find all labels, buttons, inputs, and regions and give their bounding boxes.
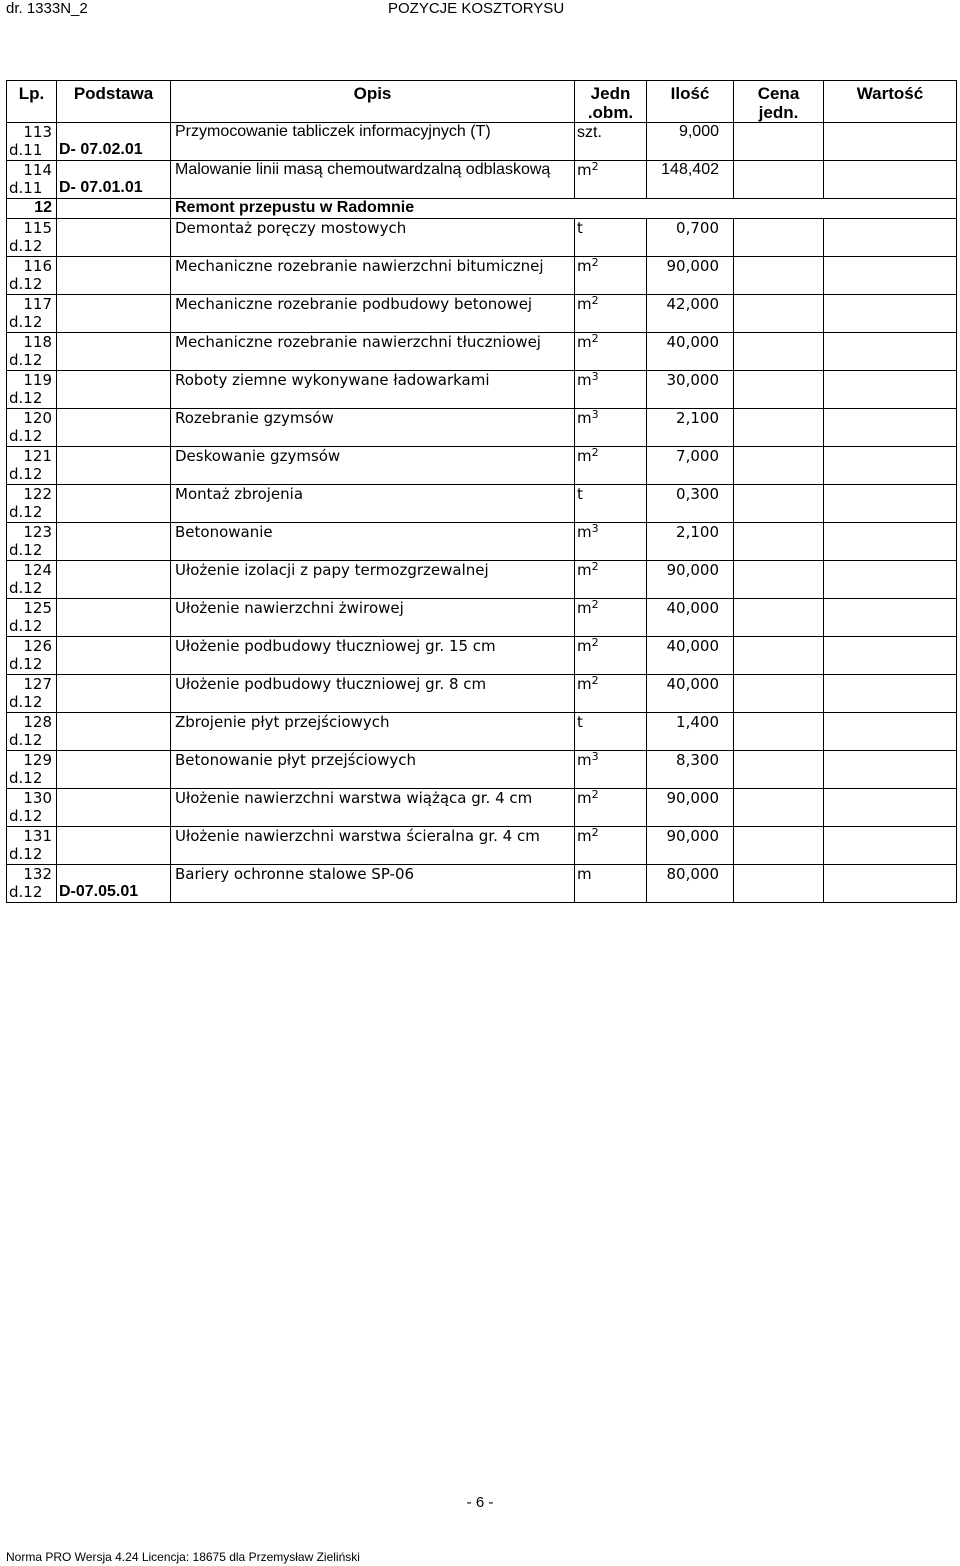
item-chapter: d.12 [9, 807, 43, 825]
item-basis: D- 07.01.01 [57, 161, 171, 199]
item-unit-price [734, 371, 824, 409]
item-chapter: d.12 [9, 541, 43, 559]
item-number-cell [7, 257, 57, 295]
column-header-basis: Podstawa [57, 81, 171, 123]
item-unit-price [734, 219, 824, 257]
item-unit-price [734, 599, 824, 637]
item-chapter: d.12 [9, 579, 43, 597]
unit-symbol: m [577, 751, 592, 769]
unit-symbol: m [577, 333, 592, 351]
unit-symbol: m [577, 523, 592, 541]
item-description: Ułożenie podbudowy tłuczniowej gr. 15 cm [171, 637, 575, 675]
item-unit [575, 637, 647, 675]
cost-estimate-table [6, 80, 957, 903]
item-description: Rozebranie gzymsów [171, 409, 575, 447]
item-chapter: d.12 [9, 883, 43, 901]
table-row [7, 523, 957, 561]
item-unit-price [734, 713, 824, 751]
item-description: Malowanie linii masą chemoutwardzalną odblaskową [171, 161, 575, 199]
item-number: 129 [23, 751, 52, 769]
table-row [7, 865, 957, 903]
item-description: Betonowanie [171, 523, 575, 561]
item-number-cell [7, 447, 57, 485]
price-header-line1: Cena [757, 84, 800, 103]
item-chapter: d.12 [9, 655, 43, 673]
table-row [7, 561, 957, 599]
item-description: Bariery ochronne stalowe SP-06 [171, 865, 575, 903]
item-chapter: d.12 [9, 389, 43, 407]
item-number-cell [7, 637, 57, 675]
item-quantity: 90,000 [647, 561, 734, 599]
item-value [824, 161, 957, 199]
unit-exponent: 2 [591, 598, 599, 611]
section-title: POZYCJE KOSZTORYSU [388, 0, 565, 17]
unit-exponent: 2 [591, 788, 599, 801]
item-chapter: d.12 [9, 351, 43, 369]
item-unit [575, 409, 647, 447]
item-unit-price [734, 789, 824, 827]
item-quantity: 40,000 [647, 599, 734, 637]
page-footer: Norma PRO Wersja 4.24 Licencja: 18675 dla Przemysław Zieliński [6, 1550, 360, 1564]
item-chapter: d.12 [9, 845, 43, 863]
item-number-cell [7, 827, 57, 865]
table-row [7, 371, 957, 409]
unit-symbol: m [577, 637, 592, 655]
column-header-value: Wartość [824, 81, 957, 123]
item-unit [575, 751, 647, 789]
item-unit-price [734, 637, 824, 675]
item-quantity: 40,000 [647, 333, 734, 371]
item-number: 124 [23, 561, 52, 579]
item-quantity: 2,100 [647, 409, 734, 447]
item-basis [57, 637, 171, 675]
item-quantity: 90,000 [647, 827, 734, 865]
column-header-price [734, 81, 824, 123]
item-basis: D- 07.02.01 [57, 123, 171, 161]
item-description: Ułożenie nawierzchni warstwa ścieralna gr. 4 cm [171, 827, 575, 865]
item-unit-price [734, 751, 824, 789]
item-chapter: d.12 [9, 465, 43, 483]
table-header-row [7, 81, 957, 123]
item-description: Mechaniczne rozebranie nawierzchni tłuczniowej [171, 333, 575, 371]
item-number-cell [7, 561, 57, 599]
item-quantity: 8,300 [647, 751, 734, 789]
page-number: - 6 - [466, 1494, 494, 1511]
item-number: 121 [23, 447, 52, 465]
item-basis [57, 257, 171, 295]
unit-symbol: m [577, 295, 592, 313]
table-row [7, 295, 957, 333]
item-unit-price [734, 333, 824, 371]
item-unit-price [734, 295, 824, 333]
item-unit [575, 447, 647, 485]
item-unit [575, 827, 647, 865]
item-number-cell [7, 751, 57, 789]
item-description: Ułożenie izolacji z papy termozgrzewalnej [171, 561, 575, 599]
unit-exponent: 3 [591, 750, 599, 763]
unit-exponent: 2 [591, 294, 599, 307]
item-value [824, 333, 957, 371]
item-number-cell [7, 523, 57, 561]
item-unit [575, 675, 647, 713]
item-number: 123 [23, 523, 52, 541]
item-number: 113 [23, 123, 52, 141]
item-number-cell [7, 371, 57, 409]
item-quantity: 40,000 [647, 675, 734, 713]
item-description: Mechaniczne rozebranie nawierzchni bitumicznej [171, 257, 575, 295]
table-row [7, 485, 957, 523]
item-basis [57, 219, 171, 257]
item-value [824, 827, 957, 865]
item-number-cell [7, 333, 57, 371]
item-value [824, 675, 957, 713]
unit-symbol: t [577, 485, 583, 503]
item-number: 119 [23, 371, 52, 389]
unit-symbol: m [577, 789, 592, 807]
item-unit [575, 485, 647, 523]
item-quantity: 40,000 [647, 637, 734, 675]
item-unit [575, 257, 647, 295]
unit-header-line2: .obm. [587, 103, 634, 122]
unit-exponent: 3 [591, 522, 599, 535]
table-body [7, 123, 957, 903]
item-description: Ułożenie nawierzchni warstwa wiążąca gr. 4 cm [171, 789, 575, 827]
column-header-quantity: Ilość [647, 81, 734, 123]
item-quantity: 148,402 [647, 161, 734, 199]
unit-exponent: 3 [591, 408, 599, 421]
item-number-cell [7, 295, 57, 333]
page-header [0, 0, 960, 20]
item-description: Mechaniczne rozebranie podbudowy betonowej [171, 295, 575, 333]
item-unit-price [734, 257, 824, 295]
section-title-cell: Remont przepustu w Radomnie [171, 199, 957, 219]
item-basis [57, 561, 171, 599]
item-chapter: d.12 [9, 275, 43, 293]
unit-exponent: 2 [591, 826, 599, 839]
item-unit-price [734, 865, 824, 903]
item-unit [575, 123, 647, 161]
item-quantity: 90,000 [647, 257, 734, 295]
item-unit [575, 295, 647, 333]
section-number: 12 [7, 199, 57, 219]
item-basis [57, 371, 171, 409]
item-quantity: 30,000 [647, 371, 734, 409]
unit-symbol: m [577, 561, 592, 579]
unit-symbol: m [577, 409, 592, 427]
item-basis [57, 333, 171, 371]
item-unit [575, 523, 647, 561]
item-chapter: d.12 [9, 503, 43, 521]
item-description: Roboty ziemne wykonywane ładowarkami [171, 371, 575, 409]
item-basis [57, 295, 171, 333]
table-row [7, 257, 957, 295]
item-value [824, 789, 957, 827]
item-basis [57, 789, 171, 827]
document-reference: dr. 1333N_2 [6, 0, 88, 17]
item-value [824, 751, 957, 789]
item-number: 117 [23, 295, 52, 313]
unit-exponent: 2 [591, 674, 599, 687]
item-unit [575, 561, 647, 599]
unit-exponent: 2 [591, 160, 599, 173]
item-basis [57, 523, 171, 561]
table-row [7, 219, 957, 257]
item-quantity: 7,000 [647, 447, 734, 485]
item-unit-price [734, 161, 824, 199]
item-description: Ułożenie nawierzchni żwirowej [171, 599, 575, 637]
item-value [824, 561, 957, 599]
column-header-unit [575, 81, 647, 123]
unit-symbol: t [577, 713, 583, 731]
item-description: Przymocowanie tabliczek informacyjnych (T) [171, 123, 575, 161]
item-number: 120 [23, 409, 52, 427]
item-quantity: 80,000 [647, 865, 734, 903]
column-header-description: Opis [171, 81, 575, 123]
item-description: Demontaż poręczy mostowych [171, 219, 575, 257]
item-number: 122 [23, 485, 52, 503]
item-quantity: 42,000 [647, 295, 734, 333]
table-row [7, 599, 957, 637]
unit-symbol: m [577, 599, 592, 617]
item-number: 115 [23, 219, 52, 237]
unit-header-line1: Jedn [590, 84, 631, 103]
table-row [7, 637, 957, 675]
table-row [7, 123, 957, 161]
item-unit [575, 161, 647, 199]
item-value [824, 599, 957, 637]
item-basis [57, 485, 171, 523]
item-description: Ułożenie podbudowy tłuczniowej gr. 8 cm [171, 675, 575, 713]
item-number-cell [7, 485, 57, 523]
unit-symbol: m [577, 865, 592, 883]
item-value [824, 485, 957, 523]
item-unit-price [734, 409, 824, 447]
item-value [824, 409, 957, 447]
table-row [7, 675, 957, 713]
item-value [824, 257, 957, 295]
item-unit-price [734, 675, 824, 713]
item-number-cell [7, 599, 57, 637]
item-description: Montaż zbrojenia [171, 485, 575, 523]
item-description: Deskowanie gzymsów [171, 447, 575, 485]
item-chapter: d.11 [9, 179, 43, 197]
item-value [824, 371, 957, 409]
price-header-line2: jedn. [758, 103, 799, 122]
unit-symbol: m [577, 257, 592, 275]
item-value [824, 713, 957, 751]
table-row [7, 447, 957, 485]
item-basis [57, 713, 171, 751]
item-unit [575, 713, 647, 751]
item-number: 130 [23, 789, 52, 807]
item-value [824, 219, 957, 257]
unit-symbol: m [577, 827, 592, 845]
item-quantity: 0,300 [647, 485, 734, 523]
item-basis [57, 409, 171, 447]
unit-exponent: 2 [591, 332, 599, 345]
item-number-cell [7, 123, 57, 161]
unit-symbol: m [577, 447, 592, 465]
item-number-cell [7, 789, 57, 827]
column-header-lp: Lp. [7, 81, 57, 123]
item-number-cell [7, 219, 57, 257]
item-number: 118 [23, 333, 52, 351]
item-value [824, 295, 957, 333]
item-number: 128 [23, 713, 52, 731]
item-chapter: d.12 [9, 769, 43, 787]
item-unit [575, 865, 647, 903]
item-chapter: d.12 [9, 237, 43, 255]
item-basis [57, 447, 171, 485]
item-unit [575, 371, 647, 409]
item-description: Betonowanie płyt przejściowych [171, 751, 575, 789]
item-quantity: 0,700 [647, 219, 734, 257]
table-row [7, 333, 957, 371]
item-unit-price [734, 123, 824, 161]
item-unit-price [734, 561, 824, 599]
item-unit [575, 333, 647, 371]
section-basis [57, 199, 171, 219]
table-row [7, 827, 957, 865]
item-unit-price [734, 485, 824, 523]
item-chapter: d.12 [9, 427, 43, 445]
item-quantity: 2,100 [647, 523, 734, 561]
table-row [7, 409, 957, 447]
table-row [7, 751, 957, 789]
item-basis [57, 827, 171, 865]
item-number: 127 [23, 675, 52, 693]
unit-exponent: 3 [591, 370, 599, 383]
item-number: 126 [23, 637, 52, 655]
item-unit [575, 599, 647, 637]
item-number-cell [7, 409, 57, 447]
item-value [824, 637, 957, 675]
item-value [824, 523, 957, 561]
item-number: 125 [23, 599, 52, 617]
item-description: Zbrojenie płyt przejściowych [171, 713, 575, 751]
item-number-cell [7, 161, 57, 199]
unit-exponent: 2 [591, 636, 599, 649]
item-value [824, 447, 957, 485]
item-quantity: 9,000 [647, 123, 734, 161]
item-quantity: 1,400 [647, 713, 734, 751]
unit-symbol: m [577, 675, 592, 693]
unit-symbol: szt. [577, 124, 602, 141]
item-unit-price [734, 827, 824, 865]
item-basis [57, 751, 171, 789]
item-chapter: d.12 [9, 313, 43, 331]
item-chapter: d.11 [9, 141, 43, 159]
table-row [7, 789, 957, 827]
item-number: 132 [23, 865, 52, 883]
unit-exponent: 2 [591, 256, 599, 269]
item-number: 114 [23, 161, 52, 179]
item-quantity: 90,000 [647, 789, 734, 827]
item-unit-price [734, 447, 824, 485]
item-number: 116 [23, 257, 52, 275]
item-value [824, 865, 957, 903]
item-number: 131 [23, 827, 52, 845]
item-chapter: d.12 [9, 731, 43, 749]
item-unit [575, 219, 647, 257]
item-basis: D-07.05.01 [57, 865, 171, 903]
unit-exponent: 2 [591, 446, 599, 459]
table-row [7, 161, 957, 199]
item-chapter: d.12 [9, 617, 43, 635]
item-number-cell [7, 865, 57, 903]
table-row [7, 713, 957, 751]
item-unit [575, 789, 647, 827]
item-number-cell [7, 713, 57, 751]
unit-symbol: m [577, 371, 592, 389]
item-value [824, 123, 957, 161]
item-number-cell [7, 675, 57, 713]
unit-symbol: t [577, 219, 583, 237]
item-chapter: d.12 [9, 693, 43, 711]
item-unit-price [734, 523, 824, 561]
unit-exponent: 2 [591, 560, 599, 573]
unit-symbol: m [577, 161, 592, 179]
section-row [7, 199, 957, 219]
item-basis [57, 599, 171, 637]
item-basis [57, 675, 171, 713]
